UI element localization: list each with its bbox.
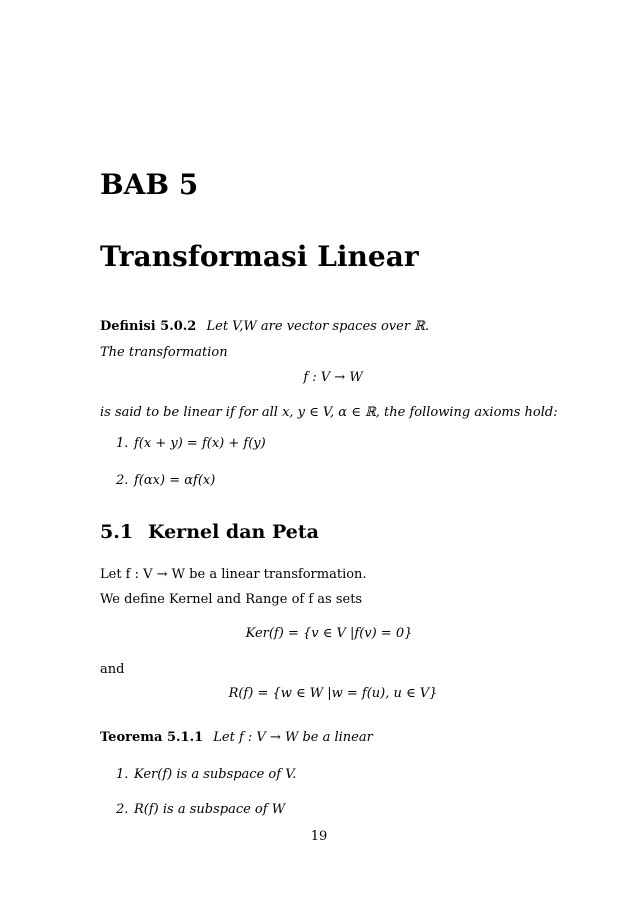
chapter-title: Transformasi Linear	[100, 240, 419, 273]
axiom-text: f(αx) = αf(x)	[134, 473, 216, 488]
axiom-number: 2.	[116, 473, 129, 488]
definition-lead: Let V,W are vector spaces over ℝ.	[206, 319, 430, 334]
section-number: 5.1	[100, 521, 134, 543]
section-title: Kernel dan Peta	[148, 521, 319, 543]
axiom-number: 1.	[116, 436, 129, 451]
page-number: 19	[310, 829, 328, 844]
theorem-label: Teorema 5.1.1	[100, 730, 204, 745]
axiom-item	[116, 436, 266, 451]
theorem-item	[116, 767, 296, 782]
definition-heading	[100, 319, 429, 334]
definition-formula: f : V → W	[303, 370, 363, 385]
theorem-item-number: 1.	[116, 767, 129, 782]
theorem-item-number: 2.	[116, 802, 129, 817]
axiom-text: f(x + y) = f(x) + f(y)	[134, 436, 266, 451]
definition-line: is said to be linear if for all x, y ∈ V, α ∈ ℝ, the following axioms hold:	[100, 405, 558, 420]
definition-line: The transformation	[100, 345, 228, 360]
section-paragraph: Let f : V → W be a linear transformation.	[100, 567, 367, 582]
kernel-formula: Ker(f) = {v ∈ V |f(v) = 0}	[245, 626, 413, 641]
theorem-heading	[100, 730, 373, 745]
chapter-label: BAB 5	[100, 168, 199, 201]
axiom-item	[116, 473, 215, 488]
section-paragraph: We define Kernel and Range of f as sets	[100, 592, 363, 607]
and-text: and	[100, 662, 125, 677]
theorem-item	[116, 802, 285, 817]
theorem-item-text: R(f) is a subspace of W	[134, 802, 286, 817]
theorem-item-text: Ker(f) is a subspace of V.	[134, 767, 297, 782]
definition-label: Definisi 5.0.2	[100, 319, 197, 334]
range-formula: R(f) = {w ∈ W |w = f(u), u ∈ V}	[228, 686, 438, 701]
section-heading	[100, 521, 319, 543]
theorem-lead: Let f : V → W be a linear	[213, 730, 373, 745]
